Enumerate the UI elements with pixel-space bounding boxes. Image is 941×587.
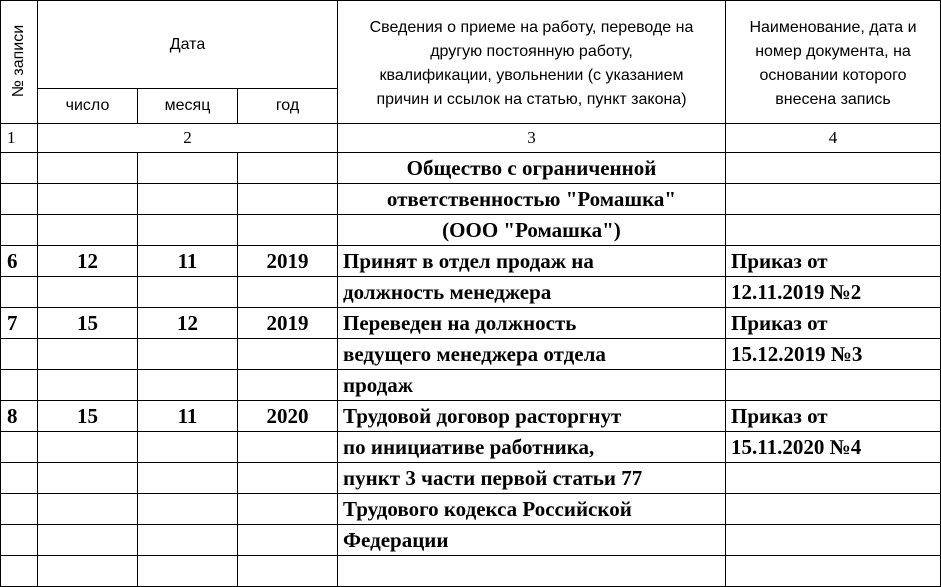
table-cell-info xyxy=(337,555,726,587)
entry-record-no: 6 xyxy=(7,249,18,273)
table-cell-year xyxy=(237,524,338,556)
table-cell-year xyxy=(237,555,338,587)
entry-document-line: 15.12.2019 №3 xyxy=(731,342,863,366)
table-cell-day xyxy=(37,431,138,463)
table-cell-month xyxy=(137,400,238,432)
table-cell-no xyxy=(0,152,38,184)
header-date: Дата xyxy=(37,0,338,89)
table-cell-info xyxy=(337,338,726,370)
table-cell-year xyxy=(237,276,338,308)
table-cell-day xyxy=(37,462,138,494)
table-cell-day xyxy=(37,276,138,308)
table-cell-month xyxy=(137,462,238,494)
table-cell-no xyxy=(0,245,38,277)
table-cell-info xyxy=(337,431,726,463)
table-cell-month xyxy=(137,338,238,370)
column-number-4: 4 xyxy=(725,123,941,153)
table-cell-year xyxy=(237,214,338,246)
entry-info-line: должность менеджера xyxy=(343,280,552,304)
table-cell-no xyxy=(0,338,38,370)
table-cell-doc xyxy=(725,183,941,215)
entry-year: 2020 xyxy=(266,404,309,428)
table-cell-year xyxy=(237,431,338,463)
table-cell-month xyxy=(137,307,238,339)
table-cell-doc xyxy=(725,524,941,556)
table-cell-no xyxy=(0,431,38,463)
table-cell-day xyxy=(37,152,138,184)
entry-document-line: Приказ от xyxy=(731,311,828,335)
header-info xyxy=(337,0,726,124)
table-cell-doc xyxy=(725,400,941,432)
table-cell-no xyxy=(0,493,38,525)
table-cell-info xyxy=(337,214,726,246)
table-cell-no xyxy=(0,276,38,308)
table-cell-year xyxy=(237,307,338,339)
entry-year: 2019 xyxy=(266,249,309,273)
table-cell-month xyxy=(137,524,238,556)
entry-info-line: продаж xyxy=(343,373,414,397)
entry-month: 12 xyxy=(177,311,198,335)
header-doc-line: Наименование, дата и xyxy=(749,19,917,36)
table-cell-day xyxy=(37,493,138,525)
entry-year: 2019 xyxy=(266,311,309,335)
table-cell-year xyxy=(237,493,338,525)
table-cell-no xyxy=(0,524,38,556)
table-cell-no xyxy=(0,462,38,494)
entry-info-line: Федерации xyxy=(343,528,449,552)
header-info-line: Сведения о приеме на работу, переводе на xyxy=(369,19,694,36)
table-cell-doc xyxy=(725,431,941,463)
table-cell-no xyxy=(0,400,38,432)
entry-document-line: Приказ от xyxy=(731,404,828,428)
table-cell-info xyxy=(337,493,726,525)
table-cell-doc xyxy=(725,338,941,370)
table-cell-doc xyxy=(725,462,941,494)
table-cell-day xyxy=(37,183,138,215)
table-cell-month xyxy=(137,276,238,308)
table-cell-info xyxy=(337,183,726,215)
table-cell-month xyxy=(137,369,238,401)
table-cell-doc xyxy=(725,493,941,525)
table-cell-doc xyxy=(725,307,941,339)
entry-document-line: 12.11.2019 №2 xyxy=(731,280,862,304)
table-cell-year xyxy=(237,400,338,432)
table-cell-month xyxy=(137,183,238,215)
table-cell-day xyxy=(37,307,138,339)
entry-info-line: ведущего менеджера отдела xyxy=(343,342,606,366)
entry-info-line: Трудовой договор расторгнут xyxy=(343,404,622,428)
table-cell-info xyxy=(337,307,726,339)
table-cell-info xyxy=(337,152,726,184)
header-year: год xyxy=(237,88,338,124)
table-cell-day xyxy=(37,245,138,277)
table-cell-day xyxy=(37,369,138,401)
table-cell-doc xyxy=(725,214,941,246)
table-cell-year xyxy=(237,462,338,494)
entry-day: 12 xyxy=(77,249,98,273)
table-cell-month xyxy=(137,152,238,184)
table-cell-info xyxy=(337,276,726,308)
table-cell-day xyxy=(37,400,138,432)
column-number-1: 1 xyxy=(0,123,38,153)
table-cell-info xyxy=(337,462,726,494)
table-cell-day xyxy=(37,214,138,246)
table-cell-info xyxy=(337,524,726,556)
entry-info-line: Принят в отдел продаж на xyxy=(343,249,594,273)
employer-name-line: ответственностью "Ромашка" xyxy=(386,187,677,211)
table-cell-doc xyxy=(725,369,941,401)
table-cell-no xyxy=(0,183,38,215)
table-cell-month xyxy=(137,555,238,587)
table-cell-no xyxy=(0,555,38,587)
table-cell-day xyxy=(37,524,138,556)
entry-day: 15 xyxy=(77,311,98,335)
entry-info-line: по инициативе работника, xyxy=(343,435,595,459)
entry-document-line: 15.11.2020 №4 xyxy=(731,435,862,459)
table-cell-year xyxy=(237,183,338,215)
header-doc-line: основании которого xyxy=(759,67,907,84)
table-cell-no xyxy=(0,307,38,339)
table-cell-info xyxy=(337,369,726,401)
column-number-3: 3 xyxy=(337,123,726,153)
entry-month: 11 xyxy=(177,404,198,428)
entry-month: 11 xyxy=(177,249,198,273)
table-cell-doc xyxy=(725,555,941,587)
entry-record-no: 7 xyxy=(7,311,18,335)
entry-document-line: Приказ от xyxy=(731,249,828,273)
header-info-line: причин и ссылок на статью, пункт закона) xyxy=(376,91,687,108)
header-record-no-label: № записи xyxy=(10,24,28,98)
header-day: число xyxy=(37,88,138,124)
header-month: месяц xyxy=(137,88,238,124)
table-cell-no xyxy=(0,214,38,246)
table-cell-info xyxy=(337,245,726,277)
table-cell-month xyxy=(137,214,238,246)
table-cell-month xyxy=(137,245,238,277)
column-number-2: 2 xyxy=(37,123,338,153)
table-cell-doc xyxy=(725,245,941,277)
header-doc-line: внесена запись xyxy=(775,91,891,108)
table-cell-info xyxy=(337,400,726,432)
table-cell-day xyxy=(37,338,138,370)
header-info-line: квалификации, увольнении (с указанием xyxy=(379,67,684,84)
entry-info-line: Трудового кодекса Российской xyxy=(343,497,632,521)
header-doc-line: номер документа, на xyxy=(755,43,911,60)
table-cell-year xyxy=(237,338,338,370)
table-cell-doc xyxy=(725,276,941,308)
table-cell-month xyxy=(137,493,238,525)
table-cell-year xyxy=(237,245,338,277)
employer-name-line: Общество с ограниченной xyxy=(406,156,657,180)
table-cell-doc xyxy=(725,152,941,184)
table-cell-year xyxy=(237,152,338,184)
entry-info-line: пункт 3 части первой статьи 77 xyxy=(343,466,643,490)
entry-record-no: 8 xyxy=(7,404,18,428)
employer-name-line: (ООО "Ромашка") xyxy=(442,218,621,242)
table-cell-no xyxy=(0,369,38,401)
table-cell-month xyxy=(137,431,238,463)
entry-info-line: Переведен на должность xyxy=(343,311,577,335)
header-info-line: другую постоянную работу, xyxy=(430,43,633,60)
table-cell-year xyxy=(237,369,338,401)
entry-day: 15 xyxy=(77,404,98,428)
header-document xyxy=(725,0,941,124)
table-cell-day xyxy=(37,555,138,587)
